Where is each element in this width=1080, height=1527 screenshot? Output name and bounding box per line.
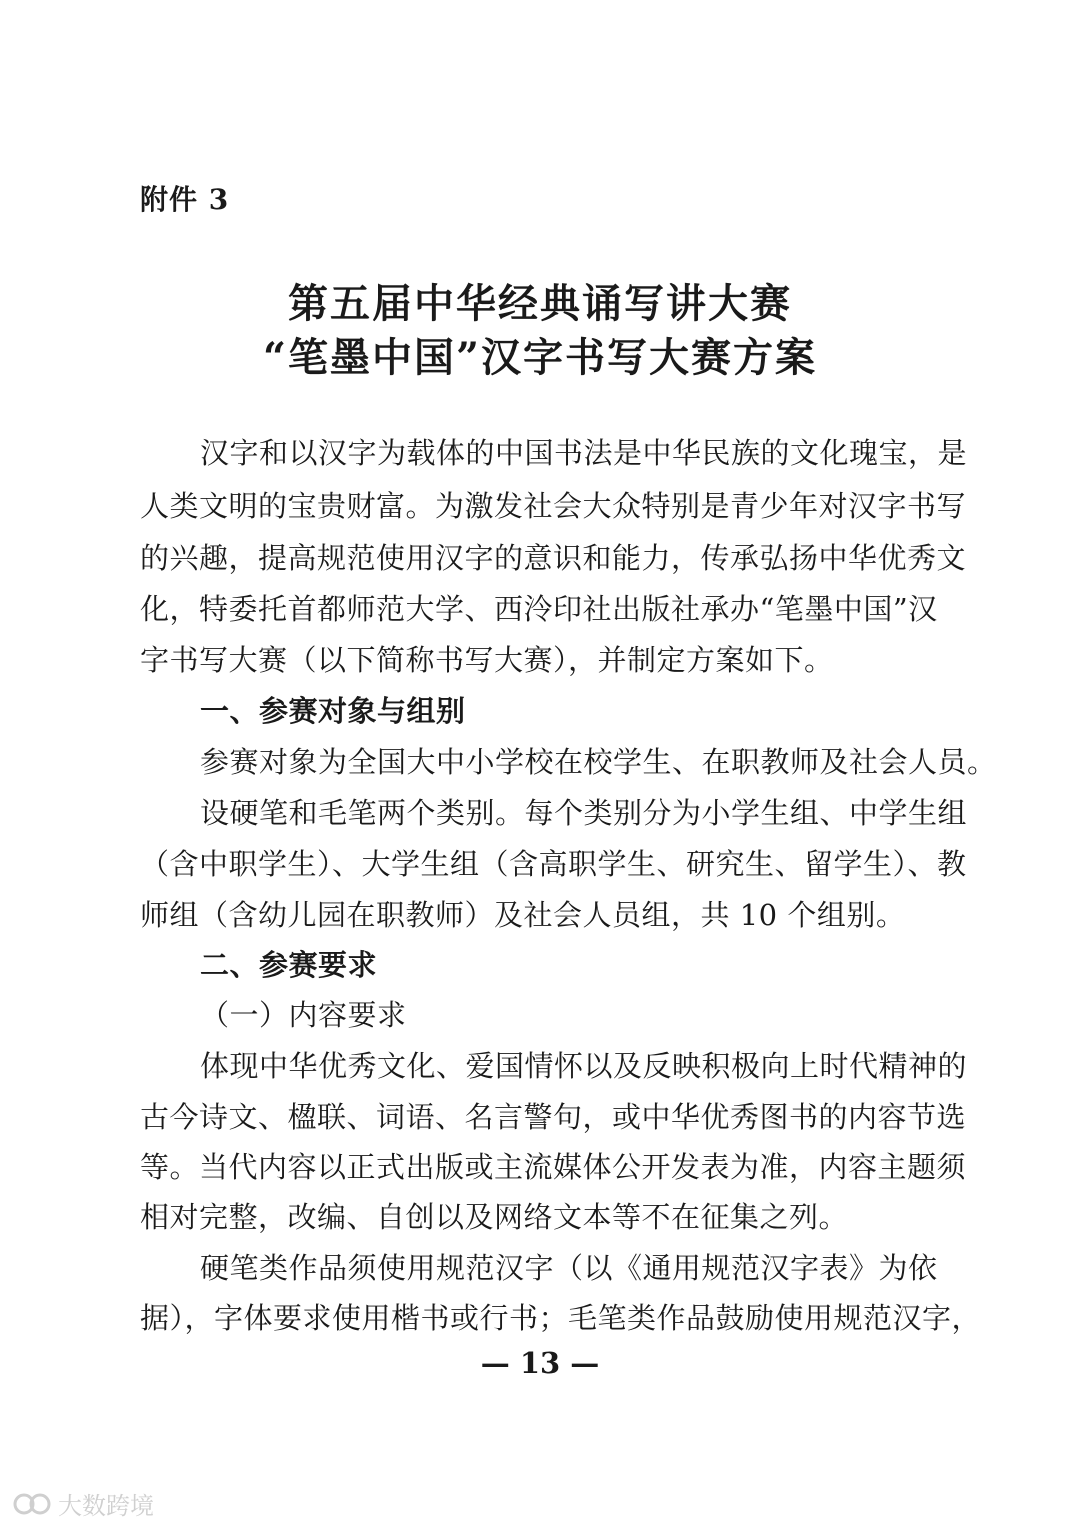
body-line: 体现中华优秀文化、爱国情怀以及反映积极向上时代精神的 — [200, 1049, 968, 1083]
title-line-1: 第五届中华经典诵写讲大赛 — [288, 280, 792, 327]
body-line: 相对完整，改编、自创以及网络文本等不在征集之列。 — [140, 1200, 849, 1234]
body-line: 古今诗文、楹联、词语、名言警句，或中华优秀图书的内容节选 — [140, 1100, 967, 1134]
body-line: 的兴趣，提高规范使用汉字的意识和能力，传承弘扬中华优秀文 — [140, 541, 967, 575]
body-line: 化，特委托首都师范大学、西泠印社出版社承办“笔墨中国”汉 — [140, 592, 938, 626]
body-line: 硬笔类作品须使用规范汉字（以《通用规范汉字表》为依 — [200, 1251, 938, 1285]
body-line: 设硬笔和毛笔两个类别。每个类别分为小学生组、中学生组 — [200, 796, 968, 830]
watermark-logo-icon — [12, 1490, 52, 1518]
watermark-text: 大数跨境 — [58, 1492, 154, 1520]
section-heading-2: 二、参赛要求 — [200, 948, 378, 982]
page-number: — 13 — — [480, 1346, 600, 1380]
body-line: 人类文明的宝贵财富。为激发社会大众特别是青少年对汉字书写 — [140, 489, 967, 523]
body-line: （含中职学生）、大学生组（含高职学生、研究生、留学生）、教 — [140, 847, 967, 881]
attachment-label: 附件 3 — [140, 183, 230, 216]
section-heading-1: 一、参赛对象与组别 — [200, 694, 466, 728]
body-line: 等。当代内容以正式出版或主流媒体公开发表为准，内容主题须 — [140, 1150, 967, 1184]
body-line: 字书写大赛（以下简称书写大赛），并制定方案如下。 — [140, 643, 834, 677]
watermark — [12, 1486, 154, 1521]
body-line: 据），字体要求使用楷书或行书；毛笔类作品鼓励使用规范汉字， — [140, 1301, 982, 1335]
subsection-heading: （一）内容要求 — [200, 998, 407, 1032]
title-line-2: “笔墨中国”汉字书写大赛方案 — [262, 334, 817, 381]
body-line: 参赛对象为全国大中小学校在校学生、在职教师及社会人员。 — [200, 745, 997, 779]
body-line: 汉字和以汉字为载体的中国书法是中华民族的文化瑰宝，是 — [200, 436, 968, 470]
body-line: 师组（含幼儿园在职教师）及社会人员组，共 10 个组别。 — [140, 898, 906, 932]
